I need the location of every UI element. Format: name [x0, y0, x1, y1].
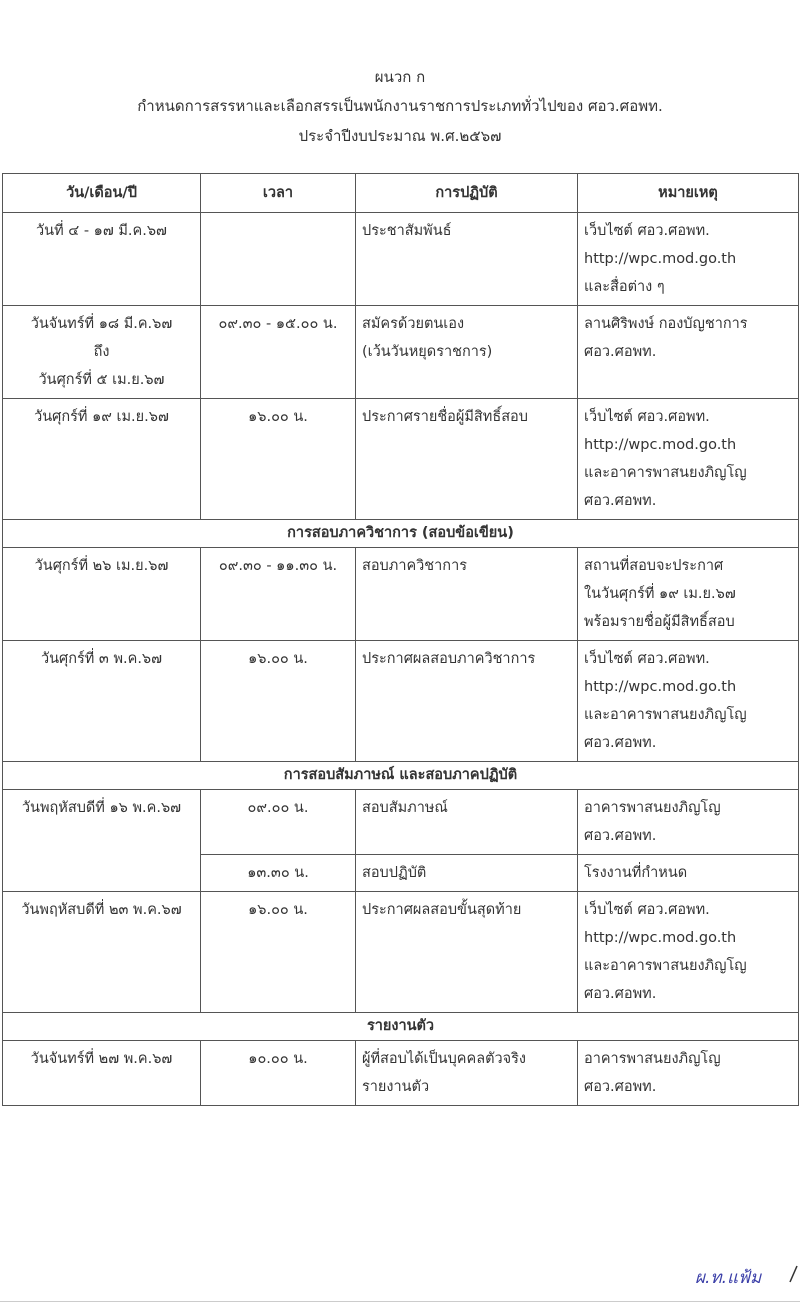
- appendix-label: ผนวก ก: [374, 68, 426, 86]
- date-cell: [3, 892, 201, 1013]
- action-cell-line: ประกาศรายชื่อผู้มีสิทธิ์สอบ: [362, 409, 528, 425]
- table-row: [3, 641, 799, 762]
- note-cell-line: ศอว.ศอพท.: [584, 493, 657, 509]
- schedule-table: [2, 173, 799, 1106]
- date-cell-line: วันจันทร์ที่ ๑๘ มี.ค.๖๗: [30, 316, 173, 332]
- time-cell: ๐๙.๐๐ น.: [201, 790, 356, 855]
- note-cell-line: อาคารพาสนยงภิญโญ: [584, 1051, 721, 1067]
- section-interview-practical-title: การสอบสัมภาษณ์ และสอบภาคปฏิบัติ: [3, 762, 799, 790]
- note-cell-line: ลานศิริพงษ์ กองบัญชาการ: [584, 316, 748, 332]
- action-cell: [356, 855, 578, 892]
- date-cell: [3, 790, 201, 892]
- action-cell: [356, 213, 578, 306]
- action-cell: [356, 548, 578, 641]
- note-cell-line: และอาคารพาสนยงภิญโญ: [584, 465, 747, 481]
- table-row: [3, 306, 799, 399]
- action-cell-line: ประกาศผลสอบภาควิชาการ: [362, 651, 536, 667]
- time-cell: ๐๙.๓๐ - ๑๕.๐๐ น.: [201, 306, 356, 399]
- date-cell-line: วันที่ ๔ - ๑๗ มี.ค.๖๗: [36, 223, 167, 239]
- date-cell: [3, 213, 201, 306]
- table-row: [3, 548, 799, 641]
- date-cell: [3, 548, 201, 641]
- column-header-date: วัน/เดือน/ปี: [3, 174, 201, 213]
- note-cell-line: และสื่อต่าง ๆ: [584, 279, 665, 295]
- handwritten-initials-signature: ผ.ท.แฟ้ม: [695, 1268, 762, 1288]
- note-cell: [578, 306, 799, 399]
- action-cell-line: รายงานตัว: [362, 1079, 430, 1095]
- note-cell-line: เว็บไซต์ ศอว.ศอพท.: [584, 902, 710, 918]
- note-cell: [578, 892, 799, 1013]
- column-header-time: เวลา: [201, 174, 356, 213]
- action-cell-line: สอบภาควิชาการ: [362, 558, 467, 574]
- note-cell: [578, 641, 799, 762]
- date-cell-line: วันศุกร์ที่ ๒๖ เม.ย.๖๗: [34, 558, 169, 574]
- note-cell: [578, 548, 799, 641]
- table-row: [3, 892, 799, 1013]
- action-cell-line: ประชาสัมพันธ์: [362, 223, 452, 239]
- note-cell-line: และอาคารพาสนยงภิญโญ: [584, 958, 747, 974]
- time-cell: ๑๐.๐๐ น.: [201, 1041, 356, 1106]
- table-row: [3, 1041, 799, 1106]
- table-row: [3, 213, 799, 306]
- date-cell-line: วันศุกร์ที่ ๑๙ เม.ย.๖๗: [34, 409, 169, 425]
- note-cell-line: ศอว.ศอพท.: [584, 1079, 657, 1095]
- note-cell-line: ศอว.ศอพท.: [584, 828, 657, 844]
- date-cell-line: วันศุกร์ที่ ๕ เม.ย.๖๗: [38, 372, 165, 388]
- date-cell: [3, 1041, 201, 1106]
- note-cell-line: อาคารพาสนยงภิญโญ: [584, 800, 721, 816]
- note-cell-line: เว็บไซต์ ศอว.ศอพท.: [584, 651, 710, 667]
- action-cell-line: สอบปฏิบัติ: [362, 865, 427, 881]
- table-header-row: [3, 174, 799, 213]
- note-cell: [578, 213, 799, 306]
- time-cell: ๑๖.๐๐ น.: [201, 892, 356, 1013]
- table-row: [3, 399, 799, 520]
- note-cell: [578, 1041, 799, 1106]
- action-cell: [356, 641, 578, 762]
- note-cell-line: โรงงานที่กำหนด: [584, 865, 688, 881]
- signature-stroke: [788, 1262, 800, 1286]
- action-cell-line: (เว้นวันหยุดราชการ): [362, 344, 493, 360]
- action-cell: [356, 306, 578, 399]
- time-cell: ๑๖.๐๐ น.: [201, 641, 356, 762]
- table-row: [3, 790, 799, 855]
- date-cell: [3, 641, 201, 762]
- date-cell: [3, 399, 201, 520]
- action-cell-line: สมัครด้วยตนเอง: [362, 316, 465, 332]
- note-cell-line: http://wpc.mod.go.th: [584, 930, 737, 946]
- date-cell-line: วันศุกร์ที่ ๓ พ.ค.๖๗: [40, 651, 163, 667]
- time-cell: ๑๖.๐๐ น.: [201, 399, 356, 520]
- action-cell-line: ประกาศผลสอบขั้นสุดท้าย: [362, 902, 522, 918]
- note-cell-line: เว็บไซต์ ศอว.ศอพท.: [584, 409, 710, 425]
- note-cell-line: http://wpc.mod.go.th: [584, 679, 737, 695]
- section-report-title: รายงานตัว: [3, 1013, 799, 1041]
- time-cell: ๐๙.๓๐ - ๑๑.๓๐ น.: [201, 548, 356, 641]
- note-cell-line: พร้อมรายชื่อผู้มีสิทธิ์สอบ: [584, 614, 735, 630]
- note-cell-line: ศอว.ศอพท.: [584, 735, 657, 751]
- time-cell: [201, 213, 356, 306]
- time-cell: ๑๓.๓๐ น.: [201, 855, 356, 892]
- note-cell-line: ในวันศุกร์ที่ ๑๙ เม.ย.๖๗: [584, 586, 736, 602]
- date-cell: [3, 306, 201, 399]
- note-cell-line: http://wpc.mod.go.th: [584, 251, 737, 267]
- page-edge-divider: [0, 1301, 800, 1302]
- date-cell-line: วันพฤหัสบดีที่ ๒๓ พ.ค.๖๗: [21, 902, 182, 918]
- note-cell: [578, 855, 799, 892]
- action-cell-line: สอบสัมภาษณ์: [362, 800, 448, 816]
- note-cell: [578, 399, 799, 520]
- note-cell-line: เว็บไซต์ ศอว.ศอพท.: [584, 223, 710, 239]
- action-cell: [356, 790, 578, 855]
- action-cell: [356, 1041, 578, 1106]
- action-cell: [356, 892, 578, 1013]
- action-cell: [356, 399, 578, 520]
- section-interview-practical: [3, 762, 799, 790]
- note-cell-line: http://wpc.mod.go.th: [584, 437, 737, 453]
- fiscal-year: ประจำปีงบประมาณ พ.ศ.๒๕๖๗: [298, 127, 502, 145]
- section-report: [3, 1013, 799, 1041]
- section-written-exam: [3, 520, 799, 548]
- action-cell-line: ผู้ที่สอบได้เป็นบุคคลตัวจริง: [362, 1051, 527, 1067]
- date-cell-line: วันจันทร์ที่ ๒๗ พ.ค.๖๗: [30, 1051, 173, 1067]
- note-cell-line: สถานที่สอบจะประกาศ: [584, 558, 724, 574]
- document-title: กำหนดการสรรหาและเลือกสรรเป็นพนักงานราชการประเภททั่วไปของ ศอว.ศอพท.: [137, 97, 663, 115]
- note-cell-line: และอาคารพาสนยงภิญโญ: [584, 707, 747, 723]
- column-header-action: การปฏิบัติ: [356, 174, 578, 213]
- note-cell-line: ศอว.ศอพท.: [584, 986, 657, 1002]
- date-cell-line: วันพฤหัสบดีที่ ๑๖ พ.ค.๖๗: [21, 800, 182, 816]
- date-cell-line: ถึง: [93, 344, 110, 360]
- section-written-exam-title: การสอบภาควิชาการ (สอบข้อเขียน): [3, 520, 799, 548]
- note-cell: [578, 790, 799, 855]
- column-header-note: หมายเหตุ: [578, 174, 799, 213]
- note-cell-line: ศอว.ศอพท.: [584, 344, 657, 360]
